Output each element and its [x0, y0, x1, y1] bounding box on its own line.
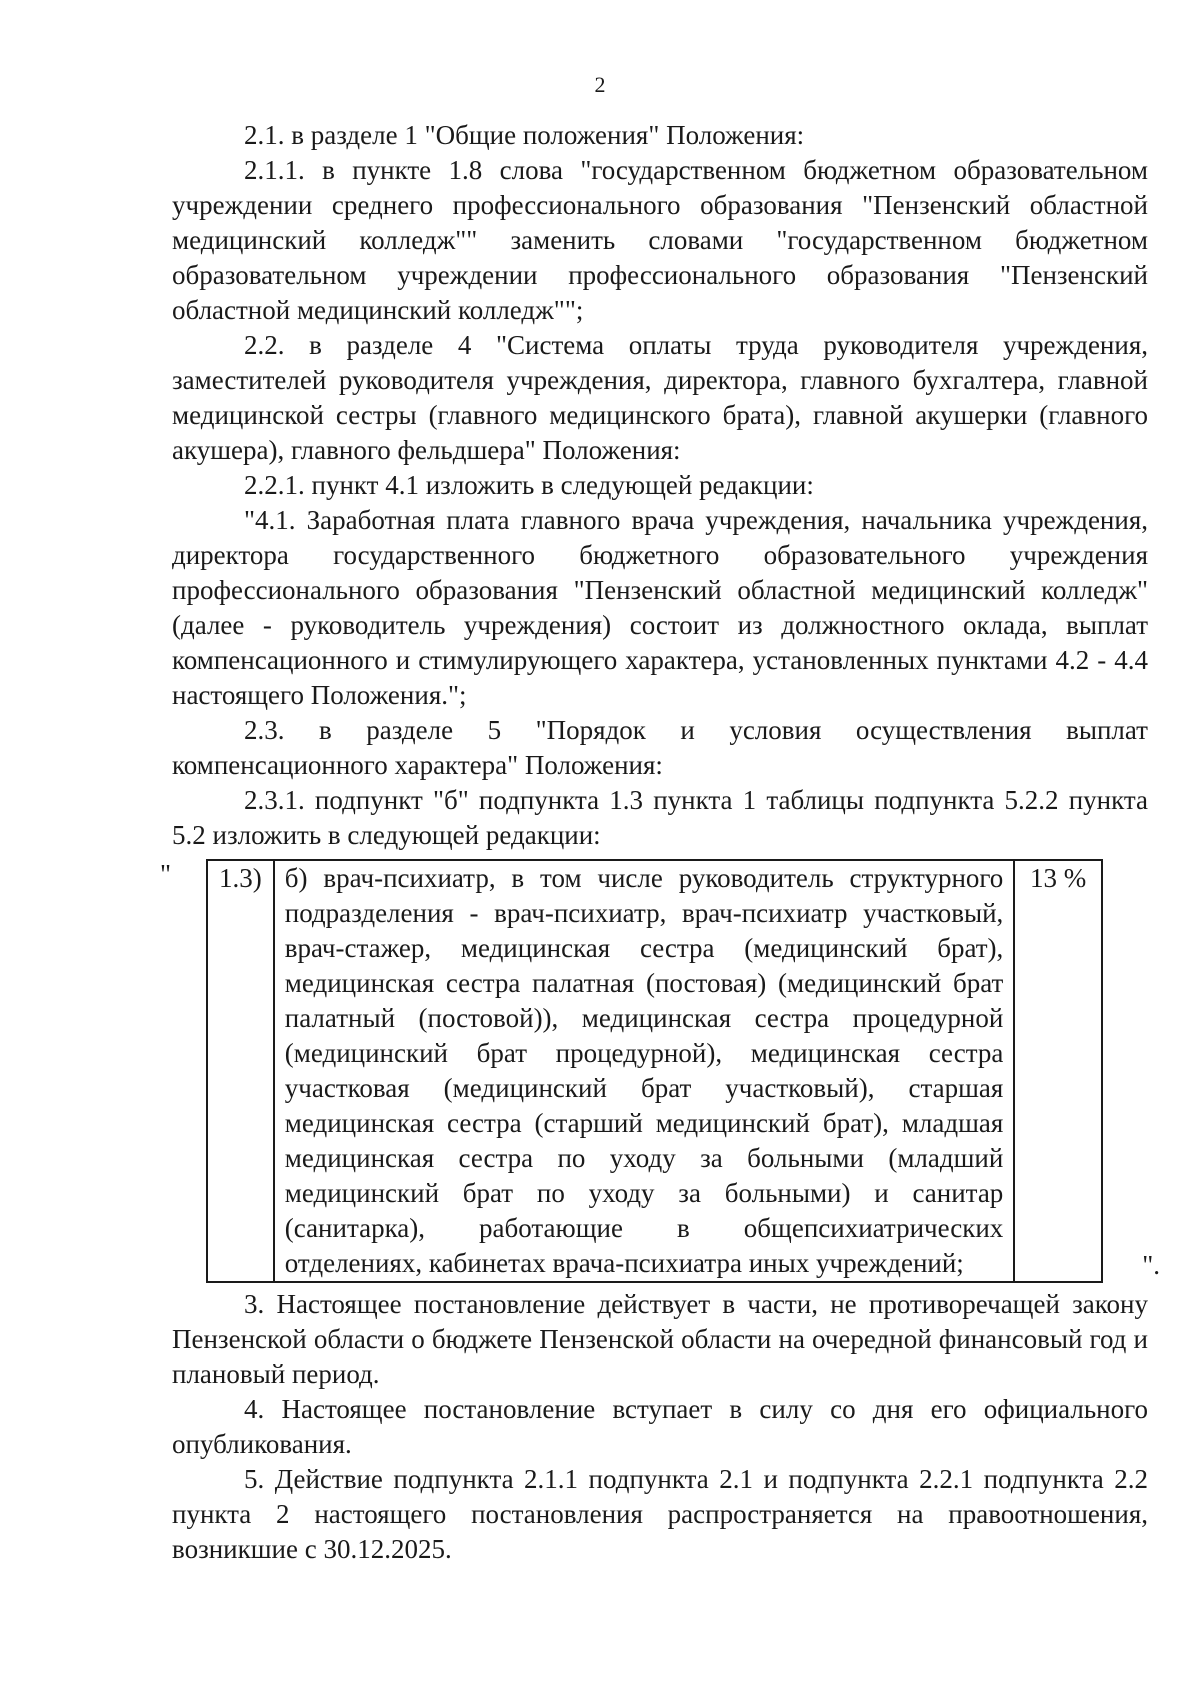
paragraph-2-1: 2.1. в разделе 1 "Общие положения" Положения: — [244, 120, 805, 150]
table-cell-text: б) врач-психиатр, в том числе руководитель структурного подразделения - врач-психиатр, врач-психиатр участковый, врач-стажер, медицинская сестра (медицинский брат), медицинская сестра палатная (постовая) (медицинский брат палатный (постовой)), медицинская сестра процедурной (медицинский брат процедурной), медицинская сестра участковая (медицинский брат участковый), старшая медицинская сестра (старший медицинский брат), младшая медицинская сестра по уходу за больными (младший медицинский брат по уходу за больными) и санитар (санитарка), работающие в общепсихиатрических отделениях, кабинетах врача-психиатра иных учреждений; — [274, 860, 1015, 1282]
paragraph-2-1-1: 2.1.1. в пункте 1.8 слова "государственном бюджетном образовательном учреждении среднего профессионального образования "Пензенский областной медицинский колледж"" заменить словами "государственном бюджетном образовательном учреждении профессионального образования "Пензенский областной медицинский колледж""; — [172, 155, 1148, 325]
table-cell-rate: 13 % — [1014, 860, 1102, 1282]
paragraph-2-3-1: 2.3.1. подпункт "б" подпункта 1.3 пункта 1 таблицы подпункта 5.2.2 пункта 5.2 изложить в следующей редакции: — [172, 785, 1148, 850]
table-row — [207, 860, 1102, 1282]
paragraph-2-3: 2.3. в разделе 5 "Порядок и условия осуществления выплат компенсационного характера" Положения: — [172, 715, 1148, 780]
paragraph-4: 4. Настоящее постановление вступает в силу со дня его официального опубликования. — [172, 1394, 1148, 1459]
paragraph-2-2-1: 2.2.1. пункт 4.1 изложить в следующей редакции: — [244, 470, 814, 500]
table-cell-number: 1.3) — [207, 860, 274, 1282]
document-body — [160, 118, 1160, 1567]
amendment-open-quote: " — [160, 859, 172, 889]
paragraph-3: 3. Настоящее постановление действует в части, не противоречащей закону Пензенской области о бюджете Пензенской области на очередной финансовый год и плановый период. — [172, 1289, 1148, 1389]
amendment-close-quote: ". — [1142, 1250, 1160, 1280]
paragraph-2-2: 2.2. в разделе 4 "Система оплаты труда руководителя учреждения, заместителей руководителя учреждения, директора, главного бухгалтера, главной медицинской сестры (главного медицинского брата), главной акушерки (главного акушера), главного фельдшера" Положения: — [172, 330, 1148, 465]
amendment-block — [160, 859, 1160, 1283]
paragraph-5: 5. Действие подпункта 2.1.1 подпункта 2.1 и подпункта 2.2.1 подпункта 2.2 пункта 2 настоящего постановления распространяется на правоотношения, возникшие с 30.12.2025. — [172, 1464, 1148, 1564]
paragraph-4-1-text: "4.1. Заработная плата главного врача учреждения, начальника учреждения, директора государственного бюджетного образовательного учреждения профессионального образования "Пензенский областной медицинский колледж" (далее - руководитель учреждения) состоит из должностного оклада, выплат компенсационного и стимулирующего характера, установленных пунктами 4.2 - 4.4 настоящего Положения."; — [172, 505, 1148, 710]
amendment-table — [206, 859, 1103, 1283]
page-number: 2 — [594, 72, 606, 97]
